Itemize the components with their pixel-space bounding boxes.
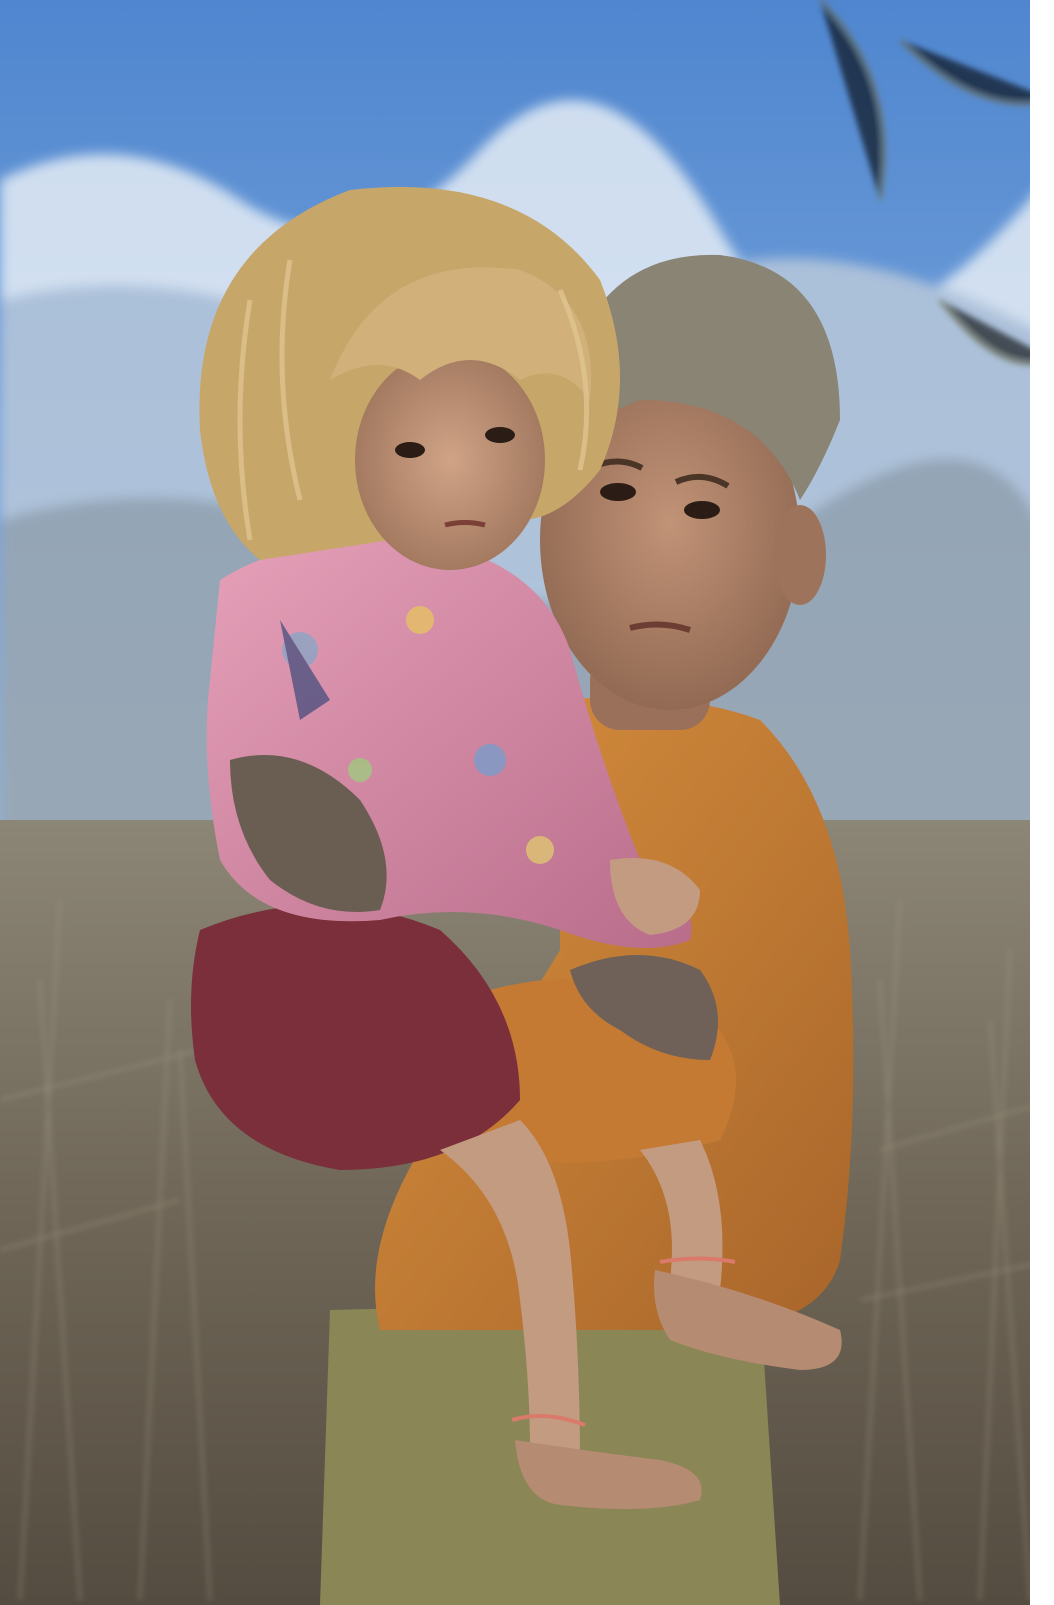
boy-left-eye	[600, 483, 636, 501]
girl-face	[355, 350, 545, 570]
girl-right-eye	[485, 427, 515, 443]
girl-left-eye	[395, 442, 425, 458]
right-border	[1030, 0, 1054, 1605]
boy-ear	[774, 505, 826, 605]
girl-mouth	[445, 523, 485, 526]
boy-right-eye	[684, 501, 720, 519]
